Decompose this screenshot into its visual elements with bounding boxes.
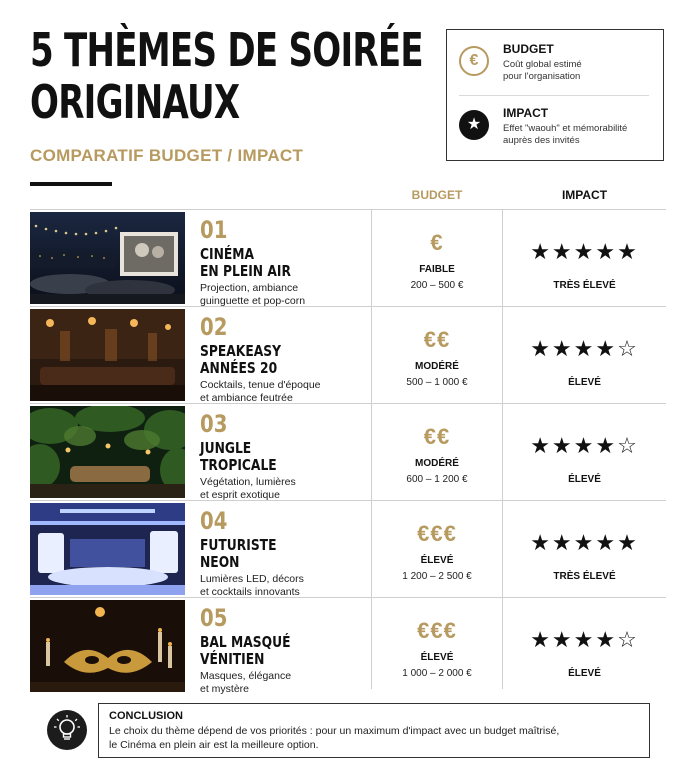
legend-budget-desc-line2: pour l'organisation: [503, 71, 581, 82]
theme-name-line2: ANNÉES 20: [200, 359, 278, 377]
conclusion-title: CONCLUSION: [109, 710, 183, 722]
star-rating-icon: ★★★★★: [530, 240, 639, 265]
page-title: [30, 23, 423, 129]
themes-table: [30, 209, 666, 695]
legend-budget: [459, 42, 655, 92]
legend-box: [446, 29, 664, 161]
page-subtitle: COMPARATIF BUDGET / IMPACT: [30, 146, 304, 165]
conclusion-box: [98, 703, 650, 758]
theme-name-line1: FUTURISTE: [200, 536, 277, 554]
legend-impact-title: IMPACT: [503, 106, 549, 120]
theme-row: [30, 500, 666, 597]
star-icon: ★: [459, 110, 489, 140]
theme-number: 03: [200, 410, 228, 438]
theme-number: 02: [200, 313, 228, 341]
euro-rating: €: [430, 230, 444, 255]
theme-number: 01: [200, 216, 228, 244]
theme-row: [30, 209, 666, 306]
legend-budget-title: BUDGET: [503, 42, 554, 56]
theme-photo-speakeasy: [30, 309, 185, 401]
impact-label: ÉLEVÉ: [568, 474, 601, 485]
theme-desc-line1: Cocktails, tenue d'époque: [200, 379, 321, 391]
budget-cell: [372, 501, 502, 598]
theme-name-line1: SPEAKEASY: [200, 342, 282, 360]
budget-range: 500 – 1 000 €: [406, 377, 468, 388]
theme-row: [30, 306, 666, 403]
theme-desc-line2: et mystère: [200, 683, 250, 695]
column-header-budget: BUDGET: [411, 188, 463, 202]
theme-description: [200, 282, 365, 308]
theme-photo-jungle: [30, 406, 185, 498]
legend-impact: [459, 106, 655, 156]
theme-desc-line1: Lumières LED, décors: [200, 573, 304, 585]
euro-icon: €: [459, 46, 489, 76]
legend-budget-desc-line1: Coût global estimé: [503, 59, 582, 70]
theme-row: [30, 597, 666, 695]
theme-desc-line1: Masques, élégance: [200, 670, 292, 682]
title-line-2: ORIGINAUX: [30, 75, 240, 129]
lightbulb-icon: [47, 710, 87, 750]
impact-cell: [503, 307, 666, 404]
conclusion-text: [109, 724, 639, 752]
impact-cell: [503, 598, 666, 695]
theme-name-line2: NEON: [200, 553, 240, 571]
theme-name-line1: CINÉMA: [200, 245, 255, 263]
euro-rating: €€€: [417, 618, 457, 643]
theme-photo-cinema: [30, 212, 185, 304]
theme-name-line2: EN PLEIN AIR: [200, 262, 291, 280]
theme-name: [200, 537, 276, 571]
theme-desc-line1: Végétation, lumières: [200, 476, 296, 488]
theme-desc-line1: Projection, ambiance: [200, 282, 299, 294]
budget-label: FAIBLE: [419, 264, 455, 275]
impact-cell: [503, 501, 666, 598]
title-line-1: 5 THÈMES DE SOIRÉE: [30, 23, 423, 77]
theme-description: [200, 476, 365, 502]
budget-range: 600 – 1 200 €: [406, 474, 468, 485]
theme-number: 04: [200, 507, 228, 535]
budget-range: 200 – 500 €: [410, 280, 464, 291]
theme-name-line1: BAL MASQUÉ: [200, 633, 291, 651]
conclusion-text-line1: Le choix du thème dépend de vos priorités : pour un maximum d'impact avec un budget maîtrisé,: [109, 725, 560, 737]
impact-label: TRÈS ÉLEVÉ: [553, 280, 616, 291]
impact-label: TRÈS ÉLEVÉ: [553, 571, 616, 582]
theme-name: [200, 634, 290, 668]
legend-impact-desc-line1: Effet "waouh" et mémorabilité: [503, 123, 628, 134]
star-rating-icon: ★★★★☆: [530, 628, 639, 653]
budget-range: 1 000 – 2 000 €: [402, 668, 472, 679]
euro-rating: €€: [423, 424, 451, 449]
theme-name: [200, 343, 281, 377]
star-rating-icon: ★★★★★: [530, 531, 639, 556]
budget-range: 1 200 – 2 500 €: [402, 571, 472, 582]
budget-label: ÉLEVÉ: [420, 652, 454, 663]
theme-photo-futuriste: [30, 503, 185, 595]
euro-rating: €€€: [417, 521, 457, 546]
theme-name: [200, 246, 291, 280]
budget-cell: [372, 210, 502, 307]
impact-label: ÉLEVÉ: [568, 377, 601, 388]
theme-description: [200, 379, 365, 405]
impact-cell: [503, 404, 666, 501]
legend-impact-desc: [503, 123, 663, 147]
column-header-impact: IMPACT: [561, 188, 608, 202]
theme-description: [200, 670, 365, 696]
legend-divider: [459, 95, 649, 96]
title-divider: [30, 182, 112, 186]
theme-desc-line2: guinguette et pop-corn: [200, 295, 306, 307]
conclusion-text-line2: le Cinéma en plein air est la meilleure option.: [109, 739, 319, 751]
budget-label: MODÉRÉ: [415, 458, 459, 469]
budget-label: ÉLEVÉ: [420, 555, 454, 566]
theme-description: [200, 573, 365, 599]
theme-desc-line2: et cocktails innovants: [200, 586, 300, 598]
star-rating-icon: ★★★★☆: [530, 434, 639, 459]
theme-name-line2: TROPICALE: [200, 456, 277, 474]
theme-photo-bal-masque: [30, 600, 185, 692]
budget-cell: [372, 307, 502, 404]
theme-name: [200, 440, 277, 474]
budget-cell: [372, 404, 502, 501]
theme-name-line1: JUNGLE: [200, 439, 252, 457]
budget-cell: [372, 598, 502, 695]
legend-budget-desc: [503, 59, 663, 83]
impact-cell: [503, 210, 666, 307]
budget-label: MODÉRÉ: [415, 361, 459, 372]
theme-desc-line2: et esprit exotique: [200, 489, 280, 501]
theme-desc-line2: et ambiance feutrée: [200, 392, 293, 404]
theme-row: [30, 403, 666, 500]
star-rating-icon: ★★★★☆: [530, 337, 639, 362]
theme-name-line2: VÉNITIEN: [200, 650, 265, 668]
legend-impact-desc-line2: auprès des invités: [503, 135, 580, 146]
impact-label: ÉLEVÉ: [568, 668, 601, 679]
euro-rating: €€: [423, 327, 451, 352]
theme-number: 05: [200, 604, 228, 632]
